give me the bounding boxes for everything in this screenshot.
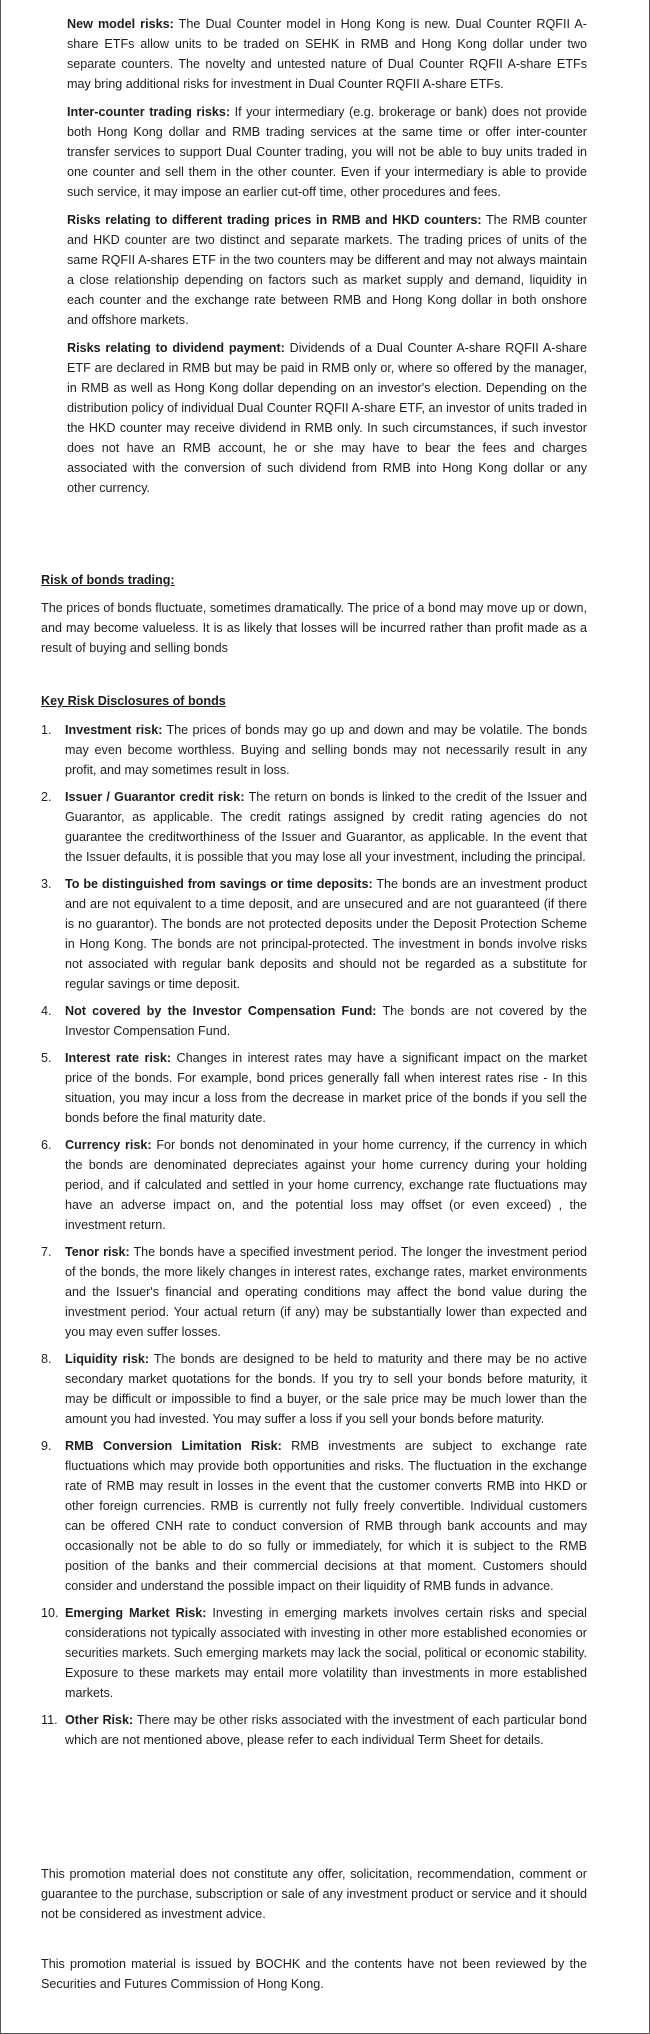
risk-heading: Risks relating to dividend payment: bbox=[67, 341, 285, 355]
list-item-number: 3. bbox=[41, 877, 52, 891]
list-item-text bbox=[65, 1349, 587, 1429]
list-item-text bbox=[65, 1436, 587, 1596]
list-item-heading: Not covered by the Investor Compensation Fund: bbox=[65, 1004, 377, 1018]
list-item-number: 7. bbox=[41, 1245, 52, 1259]
key-risks-section bbox=[41, 691, 587, 1757]
list-item-heading: Other Risk: bbox=[65, 1713, 134, 1727]
list-item bbox=[41, 787, 587, 867]
list-item-number: 4. bbox=[41, 1004, 52, 1018]
list-item-body: The return on bonds is linked to the credit of the Issuer and Guarantor, as applicable. The credit ratings assigned by credit rating agencies do not guarantee the creditworthiness of the Issuer and Guarantor, as applicable. In the event that the Issuer defaults, it is possible that you may lose all your investment, including the principal. bbox=[65, 790, 588, 864]
list-item-heading: Investment risk: bbox=[65, 723, 163, 737]
list-item bbox=[41, 1001, 587, 1041]
list-item-number: 9. bbox=[41, 1439, 52, 1453]
risk-trading-prices bbox=[67, 210, 587, 330]
risk-body: The Dual Counter model in Hong Kong is new. Dual Counter RQFII A-share ETFs allow units to be traded on SEHK in RMB and Hong Kong dollar under two separate counters. The novelty and untested nature of Dual Counter RQFII A-share ETFs may bring additional risks for investment in Dual Counter RQFII A-share ETFs. bbox=[67, 17, 587, 91]
list-item bbox=[41, 1436, 587, 1596]
list-item-body: Investing in emerging markets involves certain risks and special considerations not typically associated with investing in other more established economies or securities markets. Such emerging markets may lack the social, political or economic stability. Exposure to these markets may entail more volatility than investments in more established markets. bbox=[65, 1606, 587, 1700]
list-item-number: 8. bbox=[41, 1352, 52, 1366]
list-item-heading: To be distinguished from savings or time deposits: bbox=[65, 877, 373, 891]
list-item-heading: Interest rate risk: bbox=[65, 1051, 172, 1065]
list-item-number: 2. bbox=[41, 790, 52, 804]
risk-heading: New model risks: bbox=[67, 17, 174, 31]
risk-inter-counter bbox=[67, 102, 587, 202]
list-item bbox=[41, 1242, 587, 1342]
list-item-heading: Tenor risk: bbox=[65, 1245, 130, 1259]
list-item-body: RMB investments are subject to exchange rate fluctuations which may provide both opportunities and risks. The fluctuation in the exchange rate of RMB may result in losses in the event that the customer converts RMB into HKD or other foreign currencies. RMB is currently not fully freely convertible. Individual customers can be offered CNH rate to conduct conversion of RMB through bank accounts and may occasionally not be able to do so fully or immediately, for which it is subject to the RMB position of the banks and their commercial decisions at that moment. Customers should consider and understand the possible impact on their liquidity of RMB funds in advance. bbox=[65, 1439, 587, 1593]
list-item-body: The prices of bonds may go up and down and may be volatile. The bonds may even become worthless. Buying and selling bonds may not necessarily result in any profit, and may sometimes result in loss. bbox=[65, 723, 587, 777]
risk-heading: Inter-counter trading risks: bbox=[67, 105, 231, 119]
list-item-body: The bonds are designed to be held to maturity and there may be no active secondary market quotations for the bonds. If you try to sell your bonds before maturity, it may be difficult or impossible to find a buyer, or the sale price may be much lower than the amount you had invested. You may suffer a loss if you sell your bonds before maturity. bbox=[65, 1352, 587, 1426]
list-item-heading: Liquidity risk: bbox=[65, 1352, 150, 1366]
key-risks-list bbox=[41, 720, 587, 1750]
dual-counter-risks bbox=[67, 14, 587, 506]
risk-new-model bbox=[67, 14, 587, 94]
list-item-text bbox=[65, 1710, 587, 1750]
bonds-trading-section bbox=[41, 570, 587, 658]
list-item-body: The bonds are not covered by the Investor Compensation Fund. bbox=[65, 1004, 587, 1038]
disclaimer-text: This promotion material is issued by BOCHK and the contents have not been reviewed by the Securities and Futures Commission of Hong Kong. bbox=[41, 1957, 587, 1991]
list-item bbox=[41, 1048, 587, 1128]
list-item-number: 6. bbox=[41, 1138, 52, 1152]
list-item-text bbox=[65, 1603, 587, 1703]
disclaimer-text: This promotion material does not constitute any offer, solicitation, recommendation, comment or guarantee to the purchase, subscription or sale of any investment product or service and it should not be considered as investment advice. bbox=[41, 1867, 587, 1921]
risk-body: If your intermediary (e.g. brokerage or bank) does not provide both Hong Kong dollar and RMB trading services at the same time or offer inter-counter transfer services to support Dual Counter trading, you will not be able to buy units traded in one counter and sell them in the other counter. Even if your intermediary is able to provide such service, it may impose an earlier cut-off time, other procedures and fees. bbox=[67, 105, 587, 199]
list-item-text bbox=[65, 1048, 587, 1128]
disclaimer-1 bbox=[41, 1864, 587, 1924]
section-title: Risk of bonds trading: bbox=[41, 573, 175, 587]
risk-body: The RMB counter and HKD counter are two distinct and separate markets. The trading prices of units of the same RQFII A-shares ETF in the two counters may be different and may not always maintain a close relationship depending on factors such as market supply and demand, liquidity in each counter and the exchange rate between RMB and Hong Kong dollar in both onshore and offshore markets. bbox=[67, 213, 587, 327]
list-item-body: Changes in interest rates may have a significant impact on the market price of the bonds. For example, bond prices generally fall when interest rates rise - In this situation, you may incur a loss from the decrease in market price of the bonds if you sell the bonds before the final maturity date. bbox=[65, 1051, 588, 1125]
list-item-text bbox=[65, 787, 587, 867]
list-item bbox=[41, 1135, 587, 1235]
list-item-number: 10. bbox=[41, 1606, 59, 1620]
list-item-body: There may be other risks associated with the investment of each particular bond which are not mentioned above, please refer to each individual Term Sheet for details. bbox=[65, 1713, 587, 1747]
list-item bbox=[41, 1349, 587, 1429]
list-item-text bbox=[65, 1001, 587, 1041]
list-item bbox=[41, 874, 587, 994]
list-item bbox=[41, 1710, 587, 1750]
disclaimer-2 bbox=[41, 1954, 587, 1994]
list-item-heading: Emerging Market Risk: bbox=[65, 1606, 207, 1620]
list-item-number: 1. bbox=[41, 723, 52, 737]
risk-heading: Risks relating to different trading prices in RMB and HKD counters: bbox=[67, 213, 482, 227]
list-item-text bbox=[65, 1242, 587, 1342]
risk-dividend bbox=[67, 338, 587, 498]
list-item-text bbox=[65, 874, 587, 994]
list-item bbox=[41, 720, 587, 780]
list-item-text bbox=[65, 1135, 587, 1235]
section-body: The prices of bonds fluctuate, sometimes dramatically. The price of a bond may move up or down, and may become valueless. It is as likely that losses will be incurred rather than profit made as a result of buying and selling bonds bbox=[41, 601, 587, 655]
section-title: Key Risk Disclosures of bonds bbox=[41, 694, 226, 708]
list-item-body: The bonds have a specified investment period. The longer the investment period of the bonds, the more likely changes in interest rates, exchange rates, market environments and the Issuer's financial and operating conditions may affect the bond value during the investment period. Your actual return (if any) may be substantially lower than expected and you may even suffer losses. bbox=[65, 1245, 587, 1339]
list-item-body: The bonds are an investment product and are not equivalent to a time deposit, and are unsecured and are not guaranteed (if there is no guarantor). The bonds are not protected deposits under the Deposit Protection Scheme in Hong Kong. The bonds are not principal-protected. The investment in bonds involve risks not associated with regular bank deposits and should not be regarded as a substitute for regular savings or time deposit. bbox=[65, 877, 587, 991]
risk-body: Dividends of a Dual Counter A-share RQFII A-share ETF are declared in RMB but may be paid in RMB only or, where so offered by the manager, in RMB as well as Hong Kong dollar depending on an investor's election. Depending on the distribution policy of individual Dual Counter RQFII A-share ETF, an investor of units traded in the HKD counter may receive dividend in RMB only. In such circumstances, if such investor does not have an RMB account, he or she may have to bear the fees and charges associated with the conversion of such dividend from RMB into Hong Kong dollar or any other currency. bbox=[67, 341, 587, 495]
list-item-heading: Currency risk: bbox=[65, 1138, 152, 1152]
list-item-body: For bonds not denominated in your home currency, if the currency in which the bonds are denominated depreciates against your home currency during your holding period, and if calculated and settled in your home currency, exchange rate fluctuations may have an adverse impact on, and the potential loss may offset (or even exceed) , the investment return. bbox=[65, 1138, 587, 1232]
list-item-heading: Issuer / Guarantor credit risk: bbox=[65, 790, 245, 804]
list-item-text bbox=[65, 720, 587, 780]
list-item bbox=[41, 1603, 587, 1703]
list-item-number: 11. bbox=[41, 1713, 58, 1727]
list-item-heading: RMB Conversion Limitation Risk: bbox=[65, 1439, 282, 1453]
list-item-number: 5. bbox=[41, 1051, 52, 1065]
